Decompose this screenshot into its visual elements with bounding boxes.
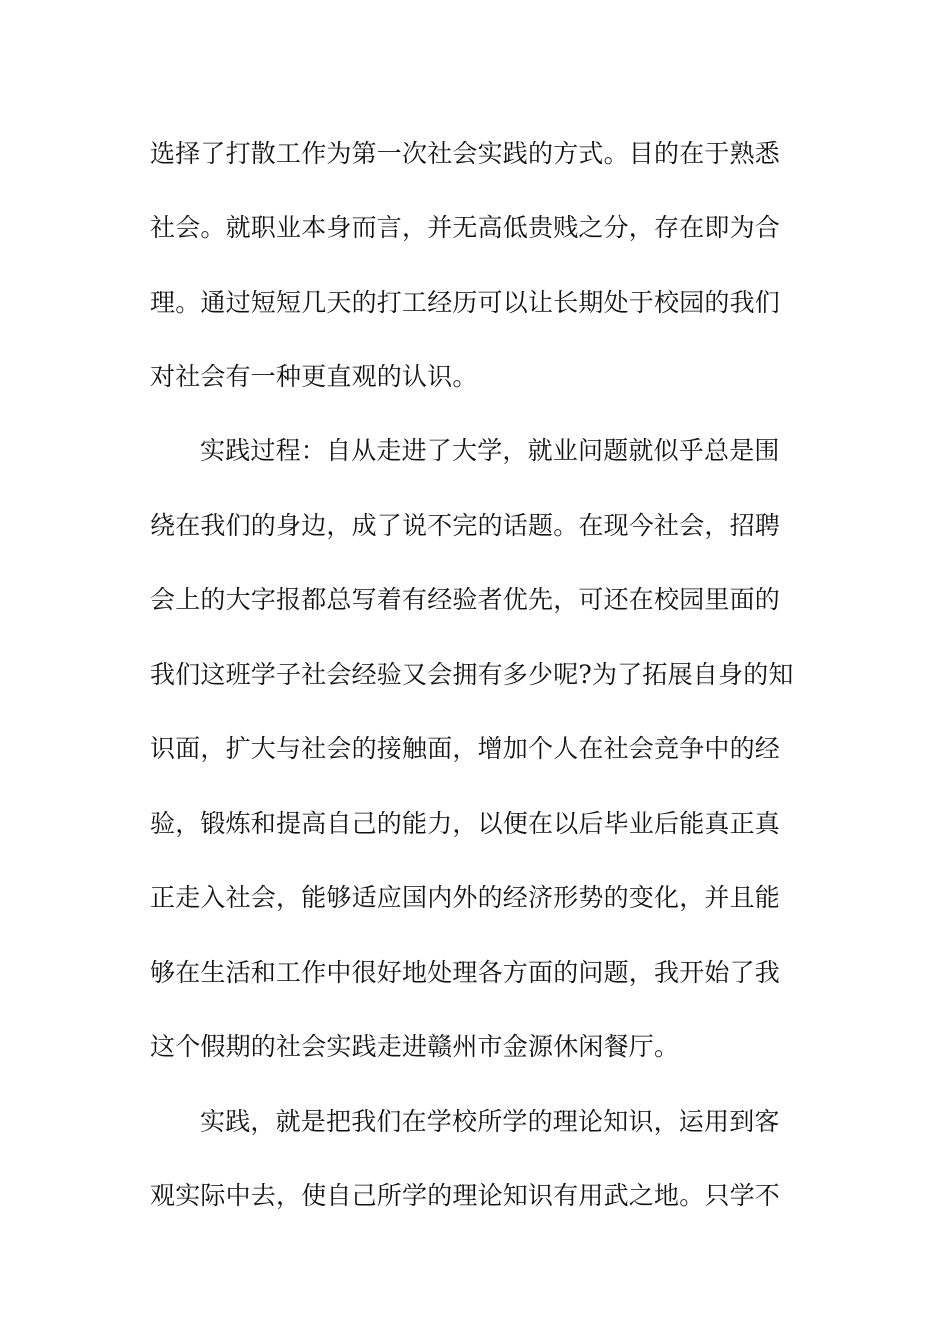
paragraph-start-line: 实践，就是把我们在学校所学的理论知识，运用到客	[200, 1107, 780, 1136]
text-line: 观实际中去，使自己所学的理论知识有用武之地。只学不	[150, 1181, 781, 1210]
text-line: 验，锻炼和提高自己的能力，以便在以后毕业后能真正真	[150, 809, 781, 838]
text-line: 识面，扩大与社会的接触面，增加个人在社会竞争中的经	[150, 734, 781, 763]
text-line: 我们这班学子社会经验又会拥有多少呢?为了拓展自身的知	[150, 660, 794, 689]
text-line: 正走入社会，能够适应国内外的经济形势的变化，并且能	[150, 883, 781, 912]
text-line: 绕在我们的身边，成了说不完的话题。在现今社会，招聘	[150, 511, 781, 540]
text-line: 对社会有一种更直观的认识。	[150, 362, 478, 391]
text-line: 理。通过短短几天的打工经历可以让长期处于校园的我们	[150, 288, 781, 317]
text-line: 选择了打散工作为第一次社会实践的方式。目的在于熟悉	[150, 139, 781, 168]
paragraph-start-line: 实践过程：自从走进了大学，就业问题就似乎总是围	[200, 436, 780, 465]
text-line: 够在生活和工作中很好地处理各方面的问题，我开始了我	[150, 958, 781, 987]
text-line: 这个假期的社会实践走进赣州市金源休闲餐厅。	[150, 1032, 680, 1061]
text-line: 会上的大字报都总写着有经验者优先，可还在校园里面的	[150, 585, 781, 614]
text-line: 社会。就职业本身而言，并无高低贵贱之分，存在即为合	[150, 213, 781, 242]
